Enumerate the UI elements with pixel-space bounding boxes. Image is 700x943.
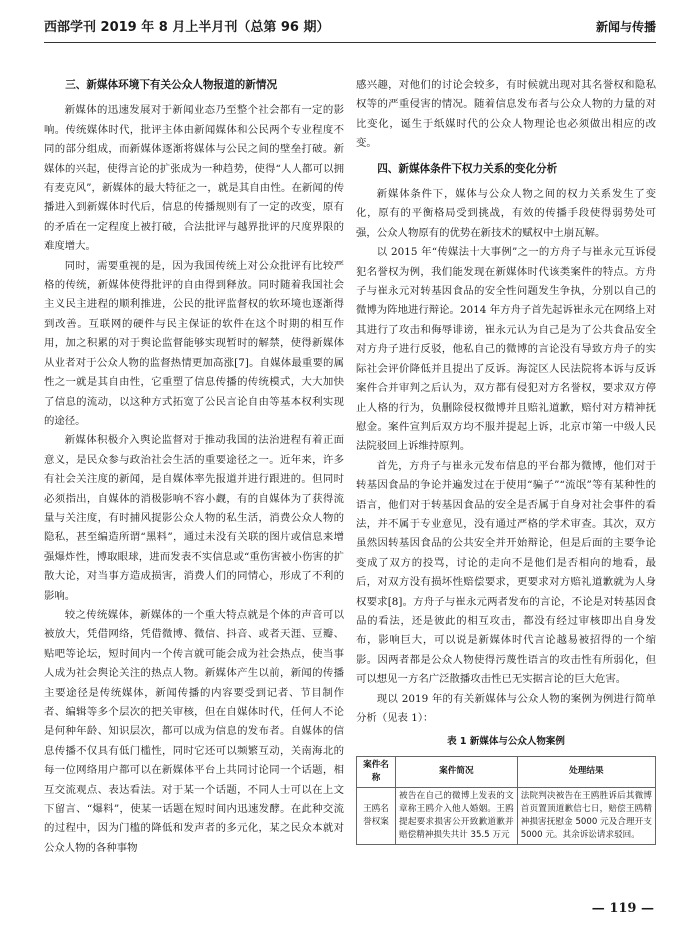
paragraph: 较之传统媒体，新媒体的一个重大特点就是个体的声音可以被放大，凭借网络，凭借微博、微信、抖音、或者天涯、豆瓣、贴吧等论坛，短时间内一个传言就可能会成为社会热点，使当事人成为社会舆论关注的热点人物。新媒体产生以前，新闻的传播主要途径是传统媒体，新闻传播的内容要受到记者、节目制作者、编辑等多个层次的把关审核，但在自媒体时代，任何人不论是何种年龄、知识层次，都可以成为信息的发布者。自媒体的信息传播不仅具有低门槛性，同时它还可以频繁互动，关南海北的每一位网络用户都可以在新媒体平台上共同讨论同一个话题，相互交流观点、表达看法。对于某一个话题，不同人士可以在上文下留言、“爆料”，使某一话题在短时间内迅速发酵。在此种交流的过程中，因为门槛的降低和发声者的多元化，某之民众本就对公众人物的各种事物 — [44, 608, 344, 854]
section-heading-4: 四、新媒体条件下权力关系的变化分析 — [377, 162, 558, 175]
page-number: — 119 — — [591, 901, 654, 916]
table-header-cell: 处理结果 — [517, 756, 655, 787]
paragraph: 新媒体的迅速发展对于新闻业态乃至整个社会都有一定的影响。传统媒体时代，批评主体由新闻媒体和公民两个专业程度不同的部分组成，而新媒体逐渐将媒体与公民之间的壁垒打破。新媒体的兴起，使得言论的扩张成为一种趋势，使得“人人都可以拥有麦克风”，新媒体的最大特征之一，就是其自由性。在新闻的传播进入到新媒体时代后，信息的传播规则有了一定的改变，原有的矛盾在一定程度上被打破，合法批评与越界批评的尺度界限的难度增大。 — [44, 104, 344, 253]
section-heading-3: 三、新媒体环境下有关公众人物报道的新情况 — [65, 79, 278, 91]
paragraph: 以 2015 年“传媒法十大事例”之一的方舟子与崔永元互诉侵犯名誉权为例，我们能发现在新媒体时代该类案件的特点。方舟子与崔永元对转基因食品的安全性问题发生争执，分别以自己的微博为阵地进行辩论。2014 年方舟子首先起诉崔永元在网络上对其进行了攻击和侮辱诽谤，崔永元认为自己是为了公共食品安全对方舟子进行反驳，他私自己的微博的言论没有导致方舟子的实际社会评价降低并且提出了反诉。海淀区人民法院将本诉与反诉案件合并审判之后认为，双方都有侵犯对方名誉权，要求双方停止人格的行为，负删除侵权微博并且赔礼道歉，赔付对方精神抚慰金。案件宣判后双方均不服并提起上诉，北京市第一中级人民法院驳回上诉维持原判。 — [356, 246, 656, 453]
table-header-row — [357, 756, 656, 787]
section-name: 新闻与传播 — [595, 20, 656, 34]
left-column — [44, 79, 344, 858]
header-rule — [44, 42, 656, 43]
case-name-cell: 王鸥名誉权案 — [357, 787, 396, 844]
paragraph: 新媒体条件下，媒体与公众人物之间的权力关系发生了变化，原有的平衡格局受到挑战，有效的传播手段使得弱势处可强，公众人物原有的优势在新技术的赋权中土崩瓦解。 — [356, 188, 656, 239]
table-row — [357, 787, 656, 844]
page-header — [44, 12, 656, 38]
case-result-cell: 法院判决被告在王鸥胜诉后其微博首页置顶道歉信七日，赔偿王鸥精神损害抚慰金 5000 元及合理开支 5000 元。其余诉讼请求驳回。 — [517, 787, 655, 844]
paragraph: 新媒体积极介入舆论监督对于推动我国的法治进程有着正面意义，是民众参与政治社会生活的重要途径之一。近年来，许多有社会关注度的新闻，是自媒体率先报道并进行跟进的。但同时必须指出，自媒体的消极影响不容小觑，有的自媒体为了获得流量与关注度，有时捕风捉影公众人物的私生活，消费公众人物的隐私，甚至编造所谓“黑料”，通过未没有关联的图片或信息来增强爆炸性，博取眼球，进而发表不实信息或“重伤害被小伤害的扩散大论，对当事方造成损害，消费人们的同情心，形成了不利的影响。 — [44, 434, 344, 602]
journal-title: 西部学刊 2019 年 8 月上半月刊（总第 96 期） — [44, 20, 330, 35]
paragraph: 感兴趣，对他们的讨论会较多，有时候就出现对其名誉权和隐私权等的严重侵害的情况。随着信息发布者与公众人物的力量的对比变化，诞生于纸媒时代的公众人物理论也必须做出相应的改变。 — [356, 79, 656, 150]
right-column — [356, 76, 656, 845]
table-header-cell: 案件简况 — [396, 756, 518, 787]
case-summary-cell: 被告在自己的微博上发表的文章称王鸥介入他人婚姻。王鸥提起要求损害公开致歉道歉并赔偿精神损失共计 35.5 万元 — [396, 787, 518, 844]
table-header-cell: 案件名称 — [357, 756, 396, 787]
paragraph: 现以 2019 年的有关新媒体与公众人物的案例为例进行简单分析（见表 1）： — [356, 692, 656, 724]
paragraph: 首先，方舟子与崔永元发布信息的平台都为微博，他们对于转基因食品的争论并遍发过在于使用“骗子”“流氓”等有某种性的语言，他们对于转基因食品的安全是否属于自身对社会事件的看法，并不属于专业意见，没有通过严格的学术审查。其次，双方虽然因转基因食品的公共安全并开始辩论，但是后面的主要争论变成了双方的投骂，讨论的走向不是他们是否相向的地看，最后，对双方没有损坏性赔偿要求，更要求对方赔礼道歉就为人身权要求[8]。方舟子与崔永元两者发布的言论，不论是对转基因食品的看法，还是彼此的相互攻击，都没有经过审核即出自身发布，影响巨大，可以说是新媒体时代言论越易被招得的一个缩影。因两者都是公众人物使得污蔑性语言的攻击性有所弱化，但可以想见一方名广泛散播攻击性已无实据言论的巨大危害。 — [356, 459, 656, 686]
case-table — [356, 756, 656, 845]
table-title: 表 1 新媒体与公众人物案例 — [447, 736, 565, 748]
paragraph: 同时，需要重视的是，因为我国传统上对公众批评有比较严格的传统，新媒体使得批评的自由得到释放。同时随着我国社会主义民主进程的顺利推进，公民的批评监督权的软环境也逐渐得到改善。互联网的硬件与民主保证的软件在这个时期的相互作用，加之积累的对于舆论监督能够实现暂时的解禁，使得新媒体从业者对于公众人物的监督热情更加高涨[7]。自媒体最重要的属性之一就是其自由性，它重塑了信息传播的传统模式，大大加快了信息的流动，以这种方式拓宽了公民言论自由等基本权利实现的途径。 — [44, 259, 344, 427]
